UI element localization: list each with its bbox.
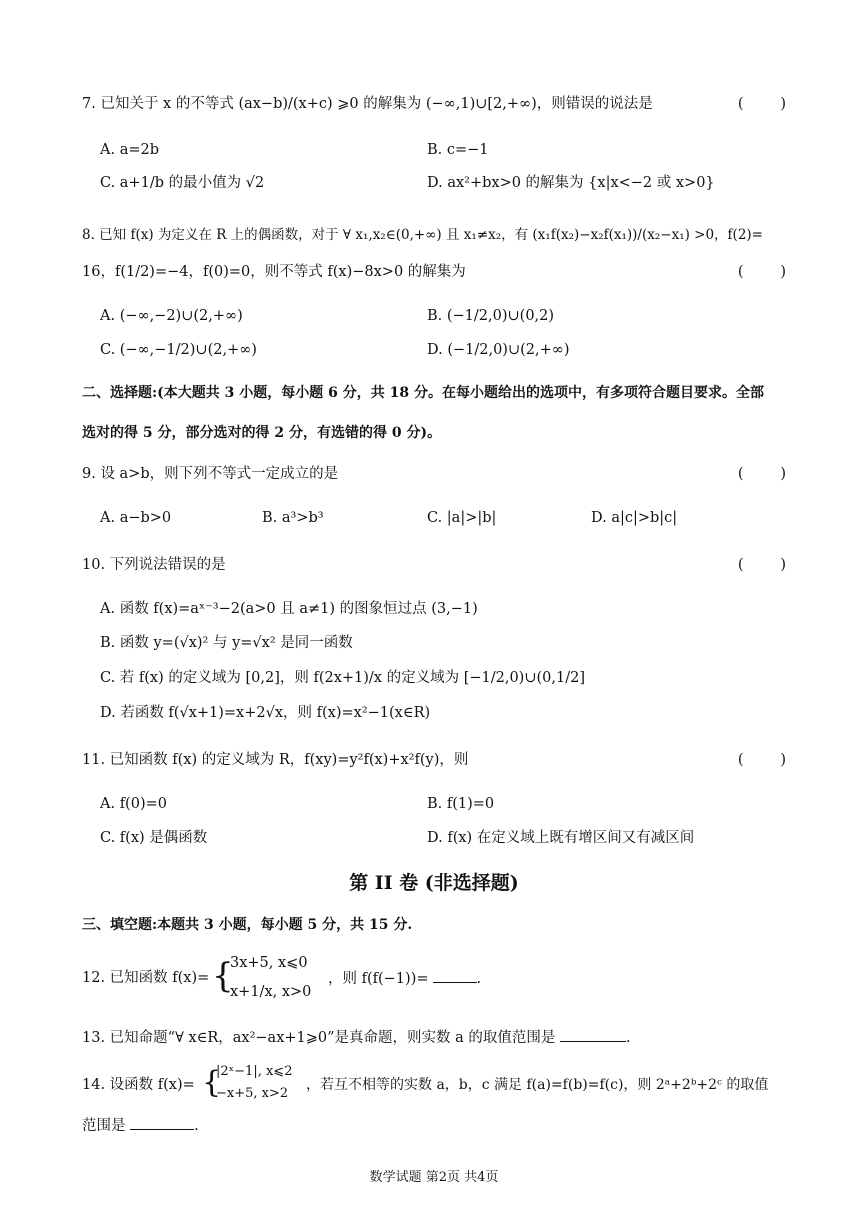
q11-stem: 11. 已知函数 f(x) 的定义域为 R，f(xy)=y²f(x)+x²f(y)，则 — [82, 752, 469, 768]
q8-answer-paren: ( ) — [737, 264, 786, 280]
q9-option-d: D. a|c|>b|c| — [591, 510, 678, 526]
q8-option-a: A. (−∞,−2)∪(2,+∞) — [100, 308, 243, 324]
q7-stem: 7. 已知关于 x 的不等式 (ax−b)/(x+c) ⩾0 的解集为 (−∞,1)∪[2,+∞)，则错误的说法是 — [82, 96, 653, 112]
part2-title: 第 II 卷 (非选择题) — [349, 872, 519, 894]
q7-option-c: C. a+1/b 的最小值为 √2 — [100, 175, 265, 191]
q10-option-a: A. 函数 f(x)=aˣ⁻³−2(a>0 且 a≠1) 的图象恒过点 (3,−1) — [100, 601, 478, 617]
q11-option-d: D. f(x) 在定义域上既有增区间又有减区间 — [427, 830, 695, 846]
q9-answer-paren: ( ) — [737, 466, 786, 482]
section2-heading-line1: 二、选择题:(本大题共 3 小题，每小题 6 分，共 18 分。在每小题给出的选项中，有多项符合题目要求。全部 — [82, 385, 764, 401]
section2-heading-line2: 选对的得 5 分，部分选对的得 2 分，有选错的得 0 分)。 — [82, 425, 442, 441]
q14-prefix: 14. 设函数 f(x)= — [82, 1077, 195, 1093]
q14-answer-blank[interactable] — [130, 1115, 194, 1130]
q12-case1: 3x+5, x⩽0 — [230, 955, 308, 971]
q14-suffix: ，若互不相等的实数 a，b，c 满足 f(a)=f(b)=f(c)，则 2ᵃ+2ᵇ+2ᶜ 的取值 — [306, 1077, 769, 1093]
q8-stem-line2: 16，f(1/2)=−4，f(0)=0，则不等式 f(x)−8x>0 的解集为 — [82, 264, 466, 280]
q12-suffix: ，则 f(f(−1))= . — [328, 968, 481, 989]
q10-option-b: B. 函数 y=(√x)² 与 y=√x² 是同一函数 — [100, 635, 353, 651]
q11-answer-paren: ( ) — [737, 752, 786, 768]
q12-answer-blank[interactable] — [433, 968, 477, 983]
q10-option-d: D. 若函数 f(√x+1)=x+2√x，则 f(x)=x²−1(x∈R) — [100, 705, 431, 721]
q10-stem: 10. 下列说法错误的是 — [82, 557, 226, 573]
q8-option-c: C. (−∞,−1/2)∪(2,+∞) — [100, 342, 257, 358]
q14-brace: { — [202, 1065, 222, 1100]
q7-answer-paren: ( ) — [737, 96, 786, 112]
q14-line2: 范围是 . — [82, 1115, 199, 1136]
q7-option-d: D. ax²+bx>0 的解集为 {x|x<−2 或 x>0} — [427, 175, 715, 191]
q10-answer-paren: ( ) — [737, 557, 786, 573]
q11-option-b: B. f(1)=0 — [427, 796, 495, 812]
q12-brace: { — [212, 956, 234, 996]
q11-option-a: A. f(0)=0 — [100, 796, 167, 812]
q14-case1: |2ˣ−1|, x⩽2 — [216, 1064, 293, 1079]
q8-option-b: B. (−1/2,0)∪(0,2) — [427, 308, 555, 324]
q13-text: 13. 已知命题“∀ x∈R，ax²−ax+1⩾0”是真命题，则实数 a 的取值范围是 . — [82, 1027, 631, 1048]
q11-option-c: C. f(x) 是偶函数 — [100, 830, 208, 846]
section3-heading: 三、填空题:本题共 3 小题，每小题 5 分，共 15 分. — [82, 917, 413, 933]
q9-option-b: B. a³>b³ — [262, 510, 324, 526]
q8-option-d: D. (−1/2,0)∪(2,+∞) — [427, 342, 570, 358]
q8-stem-line1: 8. 已知 f(x) 为定义在 R 上的偶函数，对于 ∀ x₁,x₂∈(0,+∞) 且 x₁≠x₂，有 (x₁f(x₂)−x₂f(x₁))/(x₂−x₁) >0，f(2)= — [82, 227, 763, 243]
q9-stem: 9. 设 a>b，则下列不等式一定成立的是 — [82, 466, 339, 482]
page-footer: 数学试题 第2页 共4页 — [369, 1170, 499, 1185]
q9-option-a: A. a−b>0 — [100, 510, 172, 526]
q12-prefix: 12. 已知函数 f(x)= — [82, 970, 210, 986]
q12-case2: x+1/x, x>0 — [230, 984, 312, 1000]
q7-option-a: A. a=2b — [100, 142, 159, 158]
q7-option-b: B. c=−1 — [427, 142, 489, 158]
q13-answer-blank[interactable] — [560, 1027, 626, 1042]
q14-case2: −x+5, x>2 — [216, 1086, 289, 1101]
q10-option-c: C. 若 f(x) 的定义域为 [0,2]，则 f(2x+1)/x 的定义域为 [−1/2,0)∪(0,1/2] — [100, 670, 585, 686]
q9-option-c: C. |a|>|b| — [427, 510, 497, 526]
